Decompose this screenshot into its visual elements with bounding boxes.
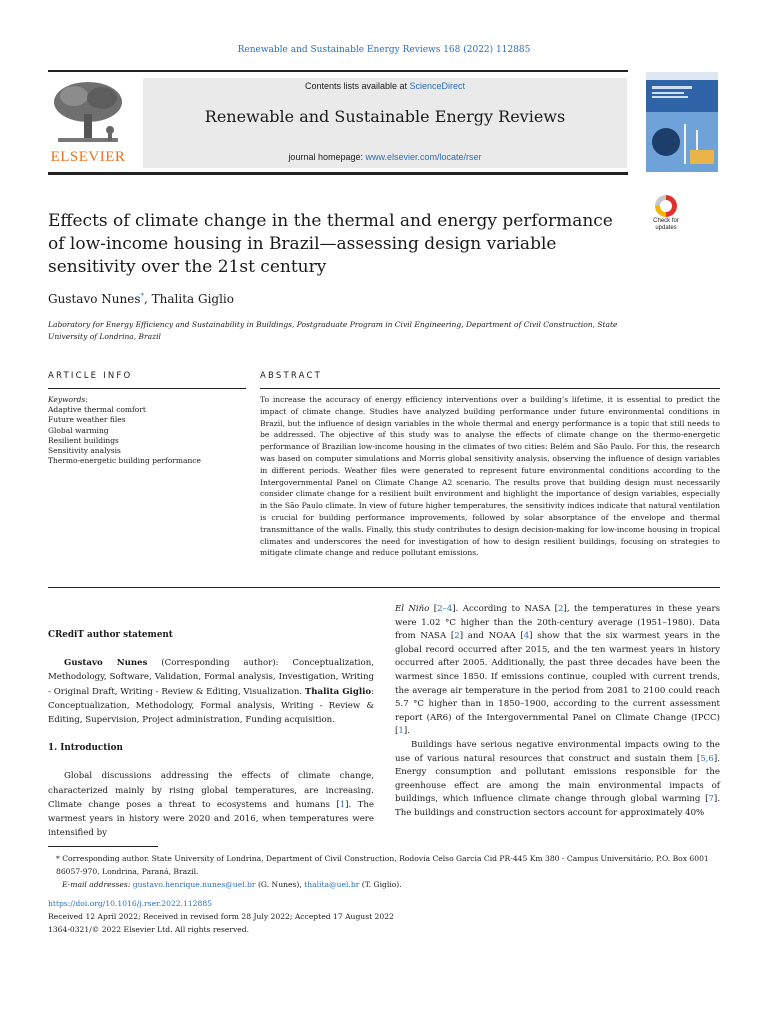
journal-homepage-link[interactable]: www.elsevier.com/locate/rser [365, 152, 482, 162]
journal-cover-image[interactable] [646, 72, 718, 172]
citation-link[interactable]: 1 [339, 799, 346, 810]
intro-paragraph-1: Global discussions addressing the effects of climate change, characterized mainly by rising global temperatures, are increasing. Climate change poses a threat to ecosystems and humans [1]. The warmest years in history were 2020 and 2016, when temperatures were intensified by [48, 771, 374, 839]
keyword-item: Global warming [48, 425, 109, 435]
abstract-heading: ABSTRACT [260, 371, 323, 381]
homepage-prefix: journal homepage: [288, 152, 366, 162]
doi-link[interactable]: https://doi.org/10.1016/j.rser.2022.112885 [48, 899, 213, 908]
keywords-list [48, 395, 246, 466]
left-column [48, 628, 374, 840]
citation-link[interactable]: 5,6 [700, 753, 714, 764]
keyword-item: Thermo-energetic building performance [48, 456, 201, 466]
footnote-mark: * [56, 854, 60, 863]
header-bottom-rule [48, 172, 628, 175]
received-dates: Received 12 April 2022; Received in revised form 28 July 2022; Accepted 17 August 2022 [48, 912, 394, 921]
corresponding-author-note: Corresponding author. State University of Londrina, Department of Civil Construction, Rodovia Celso Garcia Cid PR-445 Km 380 - Campus Universitário, P.O. Box 6001 86057-970, Londrina, Paraná, Brazil. [56, 854, 709, 876]
citation-link[interactable]: 2–4 [437, 604, 453, 614]
citation-link[interactable]: 4 [523, 631, 530, 642]
citation-link[interactable]: 2 [454, 631, 460, 642]
author-1[interactable]: Gustavo Nunes [48, 292, 141, 306]
keywords-label: Keywords: [48, 395, 88, 404]
homepage-line [143, 152, 627, 162]
right-column [395, 603, 720, 821]
check-updates-icon [655, 195, 677, 217]
abstract-text: To increase the accuracy of energy efficiency interventions over a building’s lifetime, it is essential to predict the impact of climate change. Studies have analyzed building performance under future environmental conditions in Brazil, but the influence of design variables in the whole thermal and energy performance is a topic that still needs to be addressed. The objective of this study was to analyse the effects of climate change on the thermo-energetic performance of Brazilian low-income housing in the climates of two cities: Belém and São Paulo. For this, the research was based on computer simulations and Morris global sensitivity analysis, observing the influence of design variables in different periods. Weather files were generated to represent future environmental conditions according to the Intergovernmental Panel on Climate Change A2 scenario. The results prove that building design must necessarily consider climate change for a resilient built environment and highlight the importance of design variables, especially in the São Paulo climate. In view of future higher temperatures, the sensitivity indices indicate that natural ventilation is crucial for building performance improvements, followed by solar absorptance of the envelope and thermal transmittance of the walls. Finally, this study contributes to design decision-making for low-income housing in tropical climates and underscores the need for investigation of how to design resilient buildings, focusing on strategies to mitigate climate change and reduce pollutant emissions. [260, 395, 720, 558]
keyword-item: Adaptive thermal comfort [48, 405, 146, 415]
credit-author-1: Gustavo Nunes [64, 658, 148, 669]
doi-block [48, 897, 720, 936]
author-2[interactable]: Thalita Giglio [151, 292, 234, 306]
keyword-item: Future weather files [48, 415, 126, 425]
journal-name: Renewable and Sustainable Energy Reviews [204, 107, 566, 126]
check-for-updates-badge[interactable] [646, 195, 686, 232]
email-label: E-mail addresses: [62, 880, 131, 889]
abstract-bottom-rule [48, 587, 720, 588]
footnote-rule [48, 846, 158, 847]
contents-line [143, 81, 627, 91]
journal-reference-link[interactable]: Renewable and Sustainable Energy Reviews 168 (2022) 112885 [237, 45, 531, 55]
citation-link[interactable]: 7 [708, 794, 714, 805]
article-title: Effects of climate change in the thermal and energy performance of low-income housing in Brazil—assessing design variable sensitivity over the 21st century [48, 211, 613, 277]
affiliation: Laboratory for Energy Efficiency and Sustainability in Buildings, Postgraduate Program in Civil Engineering, Department of Civil Construction, State University of Londrina, Brazil [48, 320, 618, 341]
citation-link[interactable]: 1 [398, 726, 404, 737]
author-separator: , [143, 292, 152, 306]
publisher-name: ELSEVIER [50, 149, 126, 165]
keyword-item: Sensitivity analysis [48, 446, 121, 456]
credit-statement: Gustavo Nunes (Corresponding author): Conceptualization, Methodology, Software, Validation, Formal analysis, Investigation, Writing - Original Draft, Writing - Review & Editing, Visualization. Thalita Giglio: Conceptualization, Methodology, Formal analysis, Writing - Review & Editing, Supervision, Project administration, Funding acquisition. [48, 658, 374, 726]
article-info-rule [48, 388, 246, 389]
tree-icon [48, 78, 128, 148]
contents-prefix: Contents lists available at [304, 81, 410, 91]
citation-link[interactable]: 2 [558, 604, 564, 614]
article-info-heading: ARTICLE INFO [48, 371, 133, 381]
authors-line [48, 292, 234, 306]
copyright-line: 1364-0321/© 2022 Elsevier Ltd. All rights reserved. [48, 925, 250, 934]
email-link-1[interactable]: gustavo.henrique.nunes@uel.br [132, 880, 256, 889]
intro-paragraph-1-cont: El Niño [2–4]. According to NASA [2], the temperatures in these years were 1.02 °C higher than the 20th-century average (1951–1980). Data from NASA [2] and NOAA [4] show that the six warmest years in the global record occurred after 2015, and the ten warmest years in history occurred after 2005. Additionally, the past three decades have been the warmest since 1850. If emissions continue, coupled with current trends, the average air temperature in the period from 2081 to 2100 could reach 5.7 °C higher than in 1850–1900, according to the current assessment report (AR6) of the Intergovernmental Panel on Climate Change (IPCC) [1]. [395, 604, 720, 737]
credit-heading: CRediT author statement [48, 630, 173, 640]
footnote: * Corresponding author. State University of Londrina, Department of Civil Construction, Rodovia Celso Garcia Cid PR-445 Km 380 - Campus Universitário, P.O. Box 6001 86057-970, Londrina, Paraná, Brazil. E-mail addresses: gustavo.henrique.nunes@uel.br (G. Nunes), thalita@uel.br (T. Giglio). [56, 854, 709, 889]
keyword-item: Resilient buildings [48, 435, 119, 445]
sciencedirect-link[interactable]: ScienceDirect [409, 81, 466, 91]
corresponding-author-mark[interactable]: * [140, 292, 144, 300]
email-link-2[interactable]: thalita@uel.br [304, 880, 360, 889]
elsevier-logo[interactable] [48, 78, 128, 166]
header-top-rule [48, 70, 628, 72]
check-updates-label: Check for updates [653, 218, 679, 231]
abstract-rule [260, 388, 720, 389]
credit-author-2: Thalita Giglio [304, 686, 372, 697]
cover-art [646, 72, 718, 172]
intro-paragraph-2: Buildings have serious negative environmental impacts owing to the use of various natural resources that construct and sustain them [5,6]. Energy consumption and pollutant emissions responsible for the greenhouse effect are among the main environmental impacts of buildings, which influence climate change through global warming [7]. The buildings and construction sectors account for approximately 40% [395, 739, 720, 818]
introduction-heading: 1. Introduction [48, 743, 123, 754]
